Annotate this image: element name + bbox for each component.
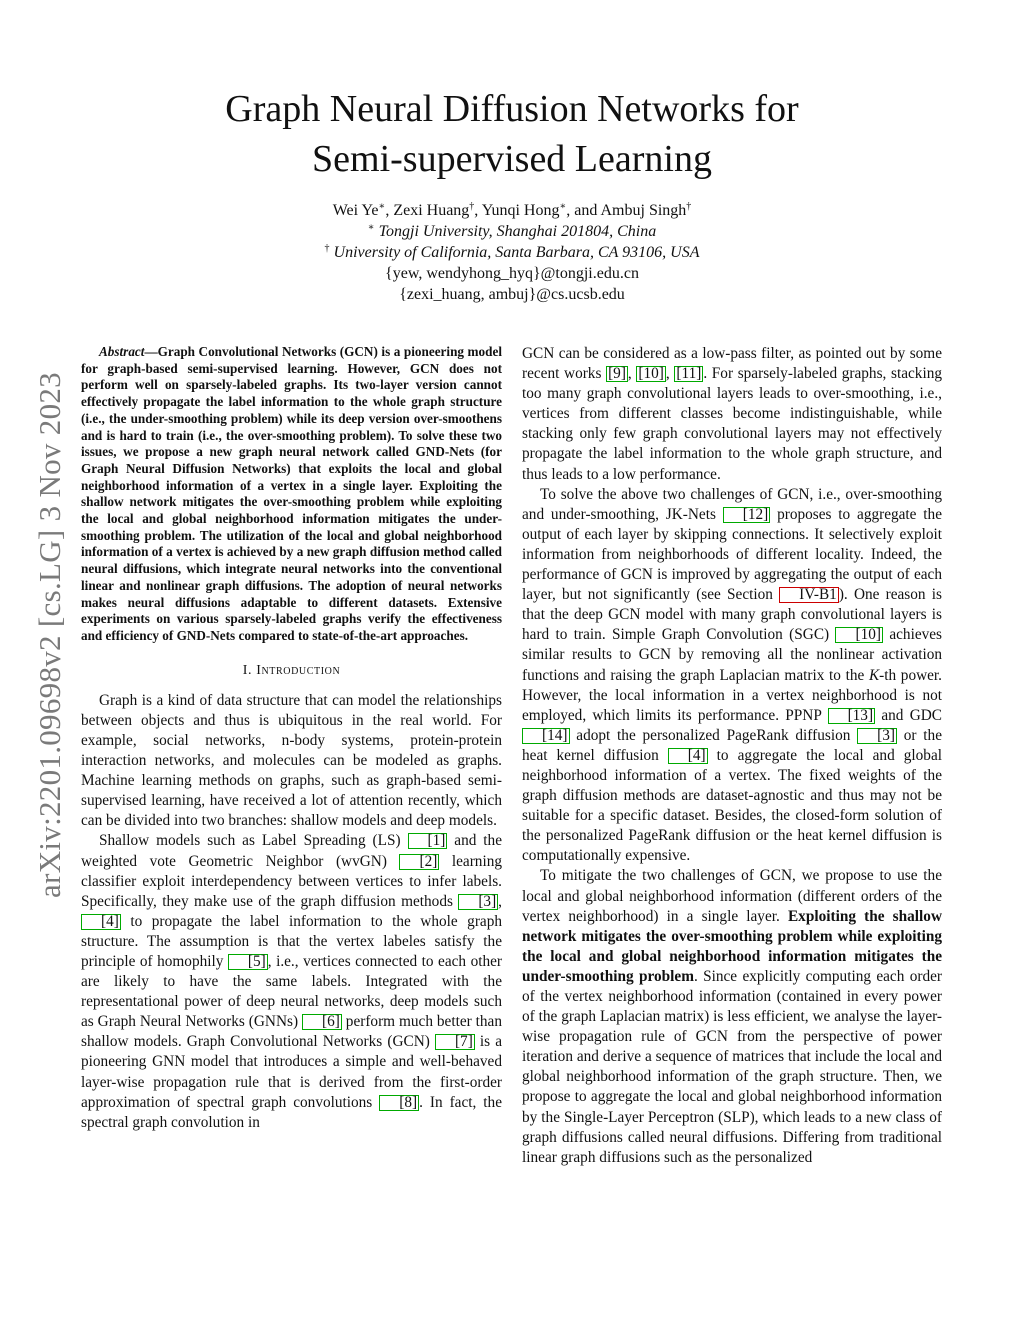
- text-run: proposes to aggregate the output of each layer by skipping connections. It selectively exploit information from neighborhoods of different locality. Indeed, the performance of GCN is improved by aggregating the output of each layer, but not significantly (see Section: [522, 505, 942, 604]
- author-block: [0, 200, 1024, 305]
- text-run: -th power. However, the local information in a vertex neighborhood is not employed, which limits its performance. PPNP: [522, 666, 943, 724]
- citation-link[interactable]: [4]: [81, 914, 121, 930]
- abstract-label: Abstract: [99, 344, 145, 359]
- author-name: and Ambuj Singh: [574, 202, 687, 219]
- right-paragraph-1: [522, 344, 942, 485]
- text-run: achieves similar results to GCN by removing all the nonlinear activation functions and raising the graph Laplacian matrix to the: [522, 626, 943, 684]
- text-run: perform much better than shallow models. Graph Convolutional Networks (GCN): [81, 1013, 502, 1051]
- citation-link[interactable]: [6]: [302, 1014, 342, 1030]
- affiliation-1: [0, 221, 1024, 242]
- section-reference-link[interactable]: IV-B1: [779, 587, 839, 603]
- citation-link[interactable]: [12]: [723, 507, 771, 523]
- author-name: Zexi Huang: [393, 202, 470, 219]
- text-run: . In fact, the spectral graph convolution in: [81, 1093, 502, 1131]
- right-paragraph-3: [522, 866, 942, 1167]
- author-mark: †: [686, 201, 692, 212]
- citation-link[interactable]: [7]: [435, 1034, 475, 1050]
- text-run: is a pioneering GNN model that introduces a simple and well-behaved layer-wise propagation rule that is derived from the first-order approximation of spectral graph convolutions: [81, 1033, 502, 1111]
- abstract: [81, 344, 502, 645]
- text-run: . Since explicitly computing each order of the vertex neighborhood information (contained in every power of the graph Laplacian matrix) is less efficient, we analyse the layer-wise propagation rule of GCN from the perspective of power iteration and derive a sequence of matrices that include the local and global neighborhood information of the graph structure. Then, we propose to aggregate the local and global neighborhood information by the Single-Layer Perceptron (SLP), which leads to a new class of graph diffusions called neural diffusions. Differing from traditional linear graph diffusions such as the personalized: [522, 967, 942, 1166]
- paper-title: [0, 84, 1024, 184]
- text-run: ,: [627, 365, 637, 383]
- left-column: [81, 344, 502, 1133]
- intro-paragraph-2: [81, 831, 502, 1132]
- text-run: Shallow models such as Label Spreading (LS): [99, 832, 408, 850]
- author-sep: ,: [566, 202, 575, 219]
- citation-link[interactable]: [5]: [228, 954, 268, 970]
- author-mark: ∗: [559, 201, 567, 212]
- text-run: . For sparsely-labeled graphs, stacking too many graph convolutional layers leads to over-smoothing, i.e., vertices from different classes become indistinguishable, while stacking only few graph convolutional layers may not effectively propagate the label information to the whole graph structure, and thus leads to a low performance.: [522, 365, 942, 483]
- citation-link[interactable]: [8]: [379, 1095, 419, 1111]
- text-run: learning classifier exploit interdependency between vertices to infer labels. Specifically, they make use of the graph diffusion methods: [81, 852, 502, 910]
- abstract-text: Graph Convolutional Networks (GCN) is a pioneering model for graph-based semi-supervised learning. However, GCN does not perform well on sparsely-labeled graphs. Its two-layer version cannot effectively propagate the label information to the whole graph structure (i.e., the under-smoothing problem) while its deep version over-smoothens and is hard to train (i.e., the over-smoothing problem). To solve these two issues, we propose a new graph neural network called GND-Nets (for Graph Neural Diffusion Networks) that exploits the local and global neighborhood information of a vertex in a single layer. Exploiting the shallow network mitigates the over-smoothing problem while exploiting the local and global neighborhood information mitigates the under-smoothing problem. The utilization of the local and global neighborhood information of a vertex is achieved by a new graph diffusion method called neural diffusions, which integrate neural networks into the conventional linear and nonlinear graph diffusions. The adoption of neural networks makes neural diffusions adaptable to different datasets. Extensive experiments on various sparsely-labeled graphs verify the effectiveness and efficiency of GND-Nets compared to state-of-the-art approaches.: [81, 344, 502, 643]
- citation-link[interactable]: [11]: [676, 365, 702, 383]
- text-run: and the weighted vote Geometric Neighbor (wvGN): [81, 832, 502, 870]
- author-sep: ,: [385, 202, 394, 219]
- citation-link[interactable]: [10]: [638, 365, 664, 383]
- text-run: ,: [498, 892, 502, 910]
- email-2: {zexi_huang, ambuj}@cs.ucsb.edu: [399, 286, 625, 303]
- section-title: Introduction: [256, 662, 341, 678]
- math-variable-k: K: [868, 666, 880, 684]
- affiliation-mark: ∗: [367, 222, 375, 233]
- email-1: {yew, wendyhong_hyq}@tongji.edu.cn: [385, 265, 639, 282]
- arxiv-stamp-text: arXiv:2201.09698v2 [cs.LG] 3 Nov 2023: [32, 372, 68, 898]
- author-mark: ∗: [378, 201, 386, 212]
- affiliation-2-text: University of California, Santa Barbara, CA 93106, USA: [333, 244, 700, 261]
- text-run: adopt the personalized PageRank diffusion: [569, 726, 858, 744]
- text-run: or the heat kernel diffusion: [522, 726, 942, 764]
- abstract-dash: —: [144, 344, 158, 359]
- author-mark: †: [469, 201, 475, 212]
- author-sep: ,: [474, 202, 482, 219]
- affiliation-mark: †: [324, 243, 330, 254]
- text-run: ). One reason is that the deep GCN model with many graph convolutional layers is hard to train. Simple Graph Convolution (SGC): [522, 586, 942, 644]
- text-run: To solve the above two challenges of GCN, i.e., over-smoothing and under-smoothing, JK-Nets: [522, 485, 942, 523]
- title-line-2: Semi-supervised Learning: [312, 138, 712, 180]
- citation-link[interactable]: [4]: [668, 748, 708, 764]
- text-run: To mitigate the two challenges of GCN, we propose to use the local and global neighborhood information (different orders of the vertex neighborhood) in a single layer.: [522, 867, 942, 925]
- title-line-1: Graph Neural Diffusion Networks for: [225, 88, 799, 130]
- bold-claim: Exploiting the shallow network mitigates the over-smoothing problem while exploiting the local and global neighborhood information mitigates the under-smoothing problem: [522, 907, 942, 985]
- text-run: ,: [665, 365, 675, 383]
- author-names: [0, 200, 1024, 221]
- citation-link[interactable]: [14]: [522, 728, 570, 744]
- citation-link[interactable]: [13]: [828, 708, 876, 724]
- text-run: , i.e., vertices connected to each other are likely to have the same labels. Integrated with the representational power of deep neural networks, deep models such as Graph Neural Networks (GNNs): [81, 952, 502, 1031]
- citation-link[interactable]: [3]: [857, 728, 897, 744]
- citation-link[interactable]: [1]: [408, 833, 448, 849]
- arxiv-stamp: [28, 340, 72, 930]
- section-heading-introduction: [81, 661, 502, 681]
- text-run: to aggregate the local and global neighborhood information of a vertex. The fixed weights of the graph diffusion methods are dataset-agnostic and thus may not be suitable for a specific dataset. Besides, the closed-form solution of the personalized PageRank diffusion or the heat kernel diffusion is computationally expensive.: [522, 746, 942, 865]
- text-run: and GDC: [875, 706, 942, 724]
- right-paragraph-2: [522, 485, 942, 867]
- text-run: GCN can be considered as a low-pass filter, as pointed out by some recent works: [522, 345, 942, 383]
- citation-link[interactable]: [2]: [399, 854, 439, 870]
- citation-link[interactable]: [3]: [458, 894, 498, 910]
- affiliation-1-text: Tongji University, Shanghai 201804, China: [378, 223, 657, 240]
- intro-paragraph-1: Graph is a kind of data structure that can model the relationships between objects and thus is ubiquitous in the real world. For example, social networks, n-body systems, protein-protein interaction networks, and molecules can be modeled as graphs. Machine learning methods on graphs, such as graph-based semi-supervised learning, have received a lot of attention recently, which can be divided into two branches: shallow models and deep models.: [81, 691, 502, 830]
- affiliation-2: [0, 242, 1024, 263]
- citation-link[interactable]: [9]: [608, 365, 626, 383]
- author-name: Wei Ye: [332, 202, 379, 219]
- section-number: I.: [242, 662, 253, 678]
- citation-link[interactable]: [10]: [835, 627, 883, 643]
- right-column: [522, 344, 942, 1168]
- text-run: to propagate the label information to the whole graph structure. The assumption is that the vertex labeles satisfy the principle of homophily: [81, 912, 502, 970]
- author-name: Yunqi Hong: [481, 202, 560, 219]
